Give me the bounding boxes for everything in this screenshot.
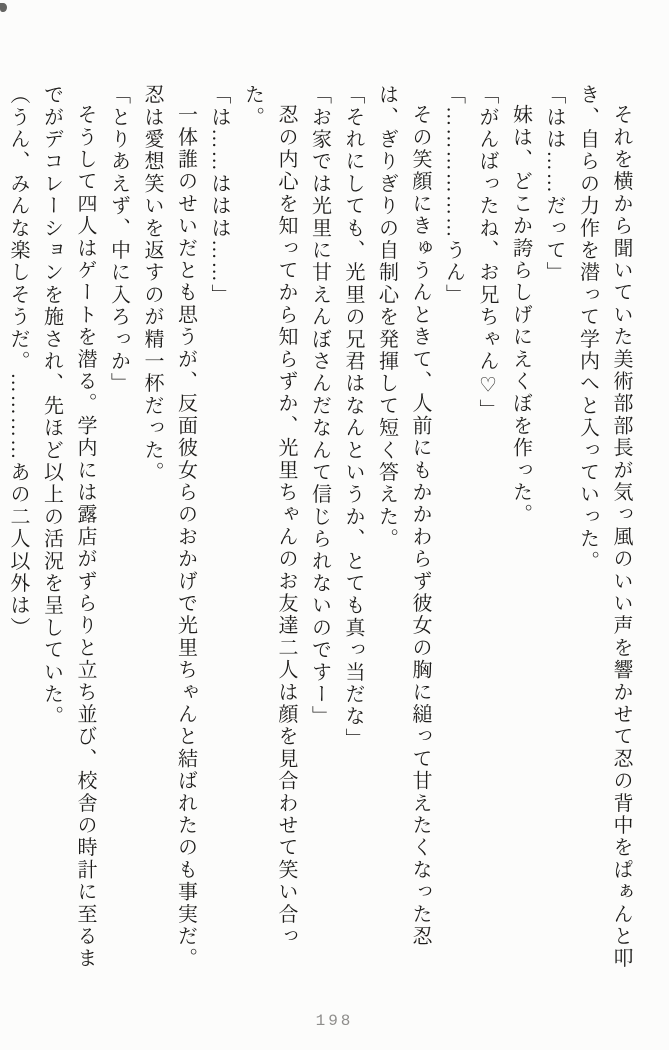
paragraph-narration: それを横から聞いていた美術部部長が気っ風のいい声を響かせて忍の背中をぱぁんと叩き、自らの力作を潜って学内へと入っていった。 bbox=[576, 84, 632, 970]
paragraph-narration: 忍の内心を知ってから知らずか、光里ちゃんのお友達二人は顔を見合わせて笑い合った。 bbox=[241, 84, 297, 948]
paragraph-dialogue: 「………………うん」 bbox=[442, 84, 465, 306]
page-number: 198 bbox=[315, 1012, 354, 1030]
paragraph-dialogue: 「お家では光里に甘えんぼさんだなんて信じられないのですー」 bbox=[308, 84, 331, 728]
scan-artifact bbox=[0, 3, 7, 12]
paragraph-narration: 妹は、どこか誇らしげにえくぼを作った。 bbox=[509, 104, 532, 526]
paragraph-dialogue: 「それにしても、光里の兄君はなんというか、とても真っ当だな」 bbox=[342, 84, 364, 750]
paragraph-dialogue: 「とりあえず、中に入ろっか」 bbox=[107, 84, 130, 395]
paragraph-narration: その笑顔にきゅうんときて、人前にもかかわらず彼女の胸に縋って甘えたくなった忍は、ぎりぎりの自制心を発揮して短く答えた。 bbox=[375, 84, 431, 948]
paragraph-monologue: （うん、みんな楽しそうだ。…………あの二人以外は） bbox=[7, 84, 29, 639]
paragraph-dialogue: 「は……ははは……」 bbox=[208, 84, 230, 306]
page-text bbox=[1, 84, 638, 974]
paragraph-narration: 一体誰のせいだとも思うが、反面彼女らのおかげで光里ちゃんと結ばれたのも事実だ。忍は愛想笑いを返すのが精一杯だった。 bbox=[141, 84, 197, 970]
paragraph-dialogue: 「がんばったね、お兄ちゃん♡」 bbox=[476, 84, 498, 421]
paragraph-dialogue: 「はは……だって」 bbox=[543, 84, 565, 284]
paragraph-narration: そうして四人はゲートを潜る。学内には露店がずらりと立ち並び、校舎の時計に至るまでがデコレーションを施され、先ほど以上の活況を呈していた。 bbox=[40, 84, 96, 970]
